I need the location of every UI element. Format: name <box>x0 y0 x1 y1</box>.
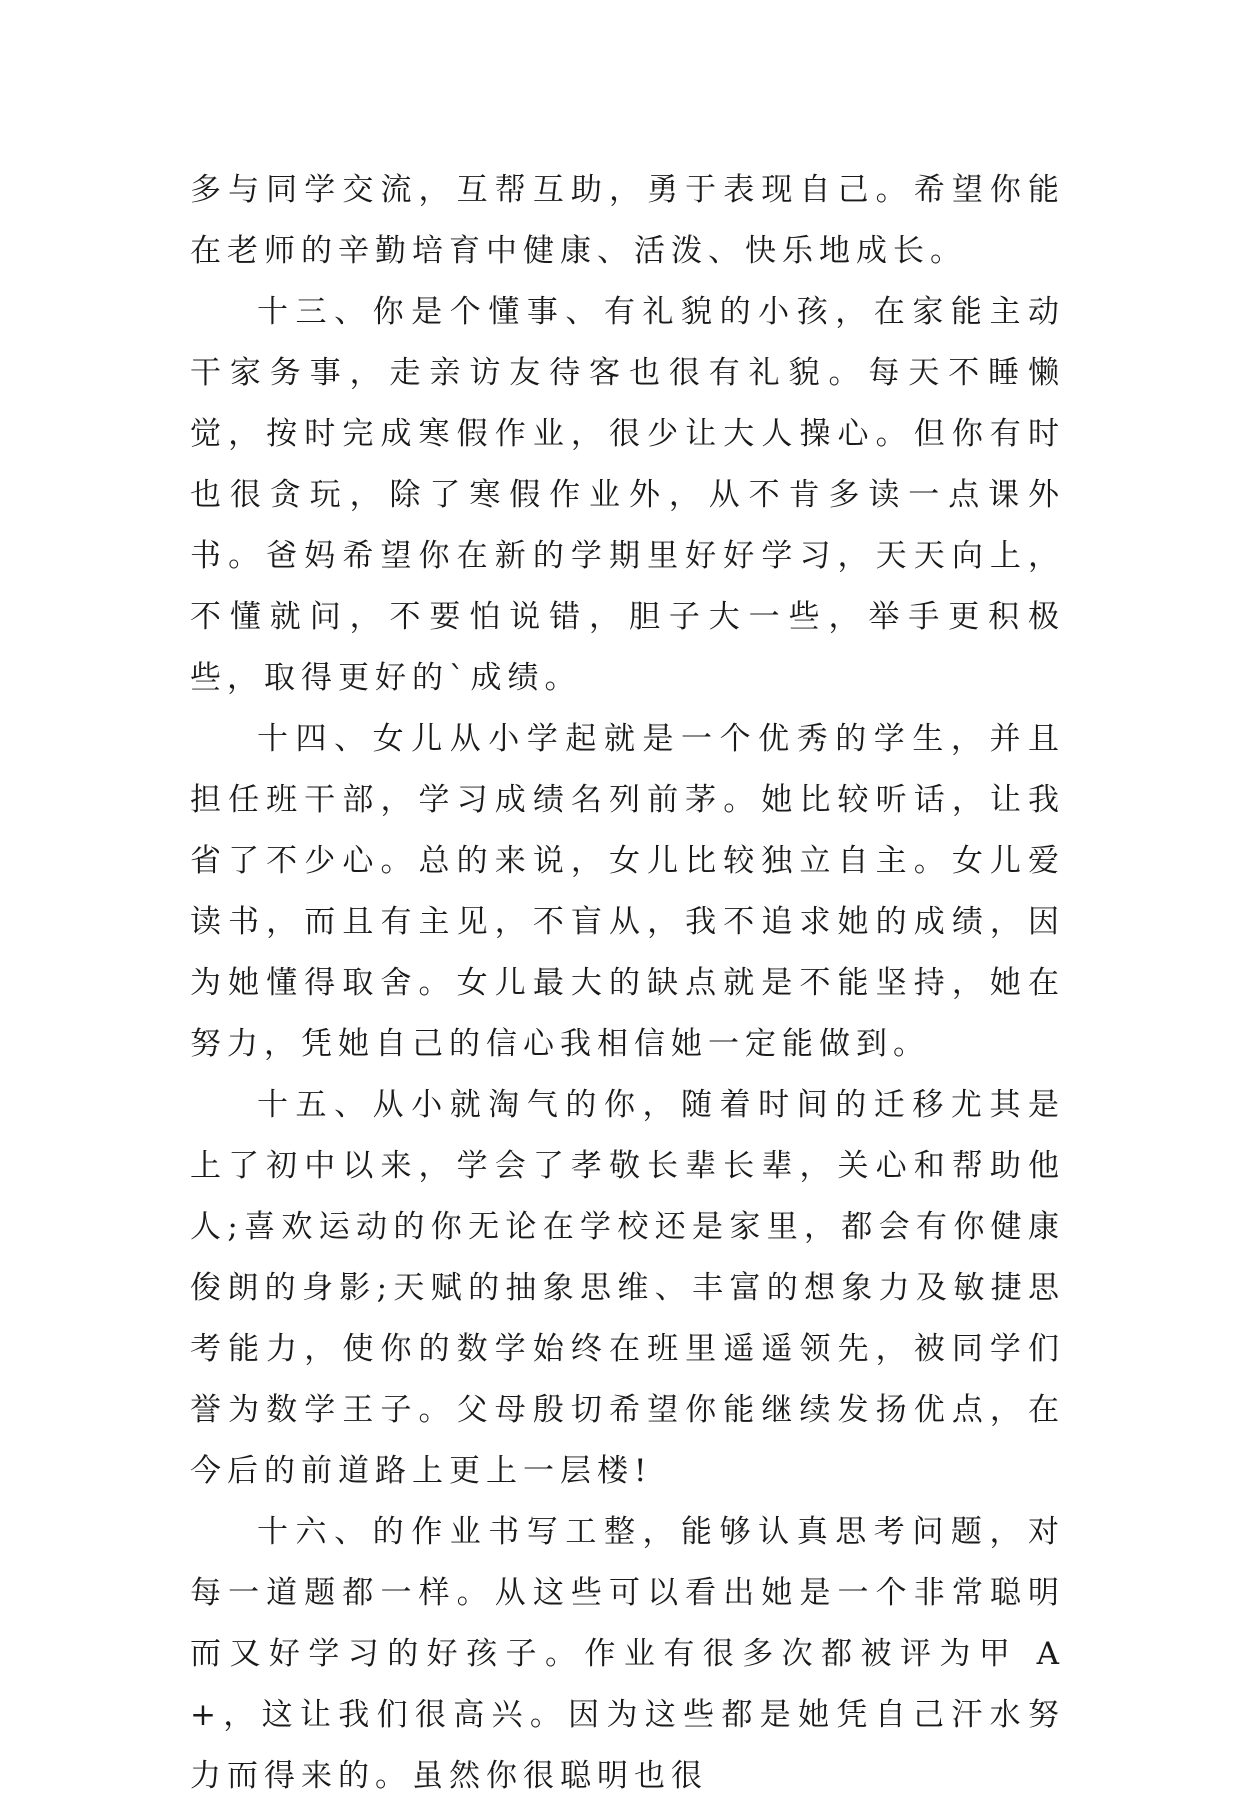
paragraph-fourteen: 十四、女儿从小学起就是一个优秀的学生，并且担任班干部，学习成绩名列前茅。她比较听话，让我省了不少心。总的来说，女儿比较独立自主。女儿爱读书，而且有主见，不盲从，我不追求她的成绩，因为她懂得取舍。女儿最大的缺点就是不能坚持，她在努力，凭她自己的信心我相信她一定能做到。 <box>190 721 1065 1062</box>
document-body <box>190 160 1065 1807</box>
paragraph-continuation: 多与同学交流，互帮互助，勇于表现自己。希望你能在老师的辛勤培育中健康、活泼、快乐地成长。 <box>190 172 1065 269</box>
paragraph-thirteen: 十三、你是个懂事、有礼貌的小孩，在家能主动干家务事，走亲访友待客也很有礼貌。每天不睡懒觉，按时完成寒假作业，很少让大人操心。但你有时也很贪玩，除了寒假作业外，从不肯多读一点课外书。爸妈希望你在新的学期里好好学习，天天向上，不懂就问，不要怕说错，胆子大一些，举手更积极些，取得更好的`成绩。 <box>190 294 1065 696</box>
paragraph-fifteen: 十五、从小就淘气的你，随着时间的迁移尤其是上了初中以来，学会了孝敬长辈长辈，关心和帮助他人;喜欢运动的你无论在学校还是家里，都会有你健康俊朗的身影;天赋的抽象思维、丰富的想象力及敏捷思考能力，使你的数学始终在班里遥遥领先，被同学们誉为数学王子。父母殷切希望你能继续发扬优点，在今后的前道路上更上一层楼! <box>190 1087 1065 1489</box>
paragraph-sixteen: 十六、的作业书写工整，能够认真思考问题，对每一道题都一样。从这些可以看出她是一个非常聪明而又好学习的好孩子。作业有很多次都被评为甲 A+，这让我们很高兴。因为这些都是她凭自己汗水努力而得来的。虽然你很聪明也很 <box>190 1514 1065 1794</box>
